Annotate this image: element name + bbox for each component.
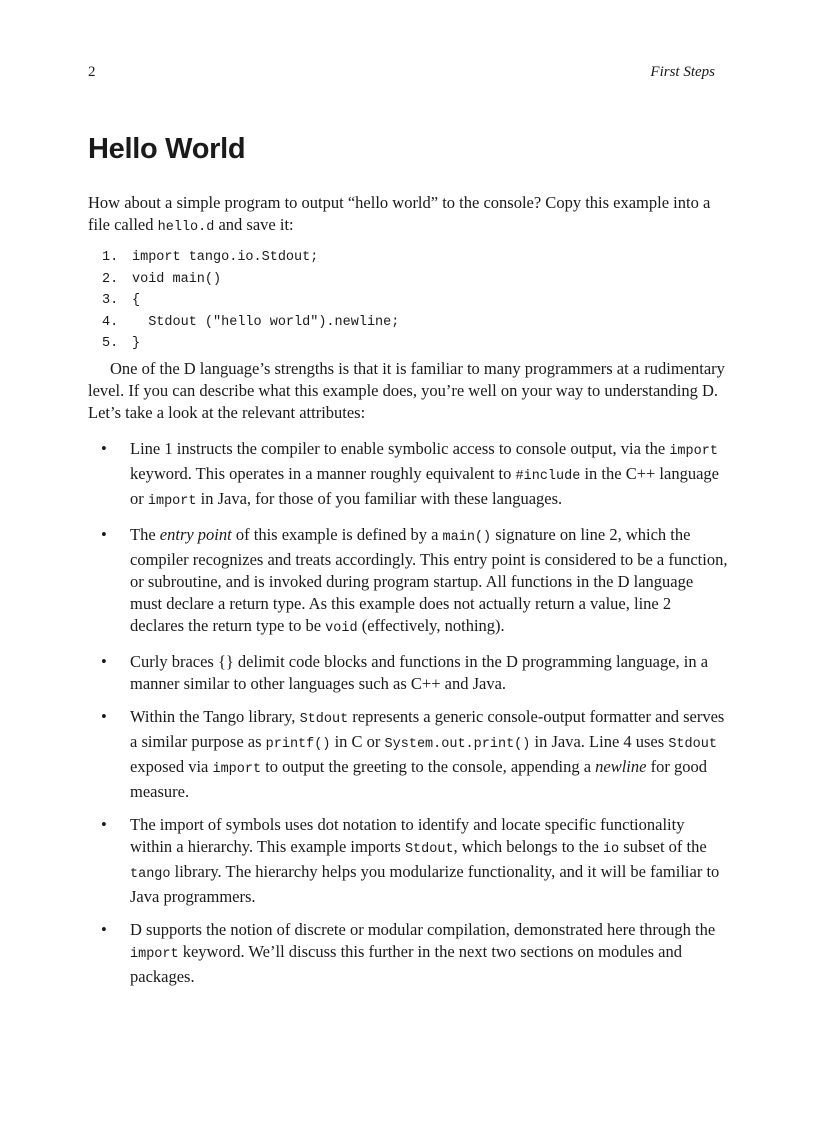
running-header: [88, 64, 715, 84]
inline-code: main(): [442, 529, 492, 545]
code-line: [102, 312, 728, 334]
list-item: • Line 1 instructs the compiler to enable symbolic access to console output, via the import keyword. This operates in a manner roughly equivalent to #include in the C++ language or import in Java, for those of you familiar with these languages.: [101, 438, 719, 509]
inline-code: import: [669, 443, 718, 459]
inline-code: import: [212, 761, 262, 777]
bullet-icon: •: [101, 438, 107, 458]
inline-code: import: [147, 493, 197, 509]
code-text: void main(): [132, 271, 222, 287]
bullet-icon: •: [101, 706, 107, 726]
code-text: }: [132, 336, 141, 351]
section-heading: Hello World: [88, 133, 246, 165]
inline-code: io: [602, 841, 620, 857]
code-line: [102, 247, 728, 269]
line-number: 1.: [102, 250, 119, 265]
inline-code: tango: [130, 866, 171, 882]
page-number: 2: [88, 64, 96, 80]
bullet-icon: •: [101, 524, 107, 544]
emphasis: newline: [595, 756, 647, 776]
list-item: • D supports the notion of discrete or modular compilation, demonstrated here through the import keyword. We’ll discuss this further in the next two sections on modules and packages.: [101, 919, 716, 986]
inline-code: void: [325, 620, 358, 636]
line-number: 5.: [102, 336, 119, 351]
code-line: [102, 290, 728, 312]
code-text: Stdout ("hello world").newline;: [132, 314, 400, 330]
code-line: [102, 333, 728, 355]
bullet-icon: •: [101, 919, 107, 939]
list-item: • The import of symbols uses dot notation to identify and locate specific functionality within a hierarchy. This example imports Stdout, which belongs to the io subset of the tango library. The hierarchy helps you modularize functionality, and it will be familiar to Java programmers.: [101, 814, 720, 906]
attribute-list: [88, 438, 728, 988]
inline-code: Stdout: [299, 711, 349, 727]
running-section-title: First Steps: [650, 64, 715, 80]
code-line: [102, 269, 728, 291]
inline-code: hello.d: [157, 220, 215, 235]
inline-code: Stdout: [668, 736, 717, 752]
inline-code: System.out.print(): [384, 736, 531, 752]
emphasis: entry point: [159, 524, 232, 544]
line-number: 3.: [102, 293, 119, 308]
line-number: 4.: [102, 314, 119, 330]
explanation-paragraph: One of the D language’s strengths is that it is familiar to many programmers at a rudimentary level. If you can describe what this example does, you’re well on your way to understanding D. Let’s take a look at the relevant attributes:: [88, 358, 725, 422]
inline-code: import: [130, 946, 179, 962]
bullet-icon: •: [101, 651, 107, 671]
body-text: [88, 192, 728, 999]
bullet-icon: •: [101, 814, 107, 834]
inline-code: #include: [515, 468, 581, 484]
inline-code: printf(): [265, 736, 331, 752]
line-number: 2.: [102, 271, 119, 287]
intro-paragraph: How about a simple program to output “hello world” to the console? Copy this example into a file called hello.d and save it:: [88, 193, 711, 235]
inline-code: Stdout: [404, 841, 454, 857]
list-item: • Curly braces {} delimit code blocks and functions in the D programming language, in a manner similar to other languages such as C++ and Java.: [101, 651, 709, 693]
code-text: {: [132, 293, 141, 308]
list-item: • Within the Tango library, Stdout represents a generic console-output formatter and serves a similar purpose as printf() in C or System.out.print() in Java. Line 4 uses Stdout exposed via import to output the greeting to the console, appending a newline for good measure.: [101, 706, 725, 801]
list-item: • The entry point of this example is defined by a main() signature on line 2, which the compiler recognizes and treats accordingly. This entry point is considered to be a function, or subroutine, and is invoked during program startup. All functions in the D language must declare a return type. As this example does not actually return a value, line 2 declares the return type to be void (effectively, nothing).: [101, 524, 728, 636]
code-text: import tango.io.Stdout;: [132, 250, 319, 265]
code-listing: [102, 247, 728, 355]
